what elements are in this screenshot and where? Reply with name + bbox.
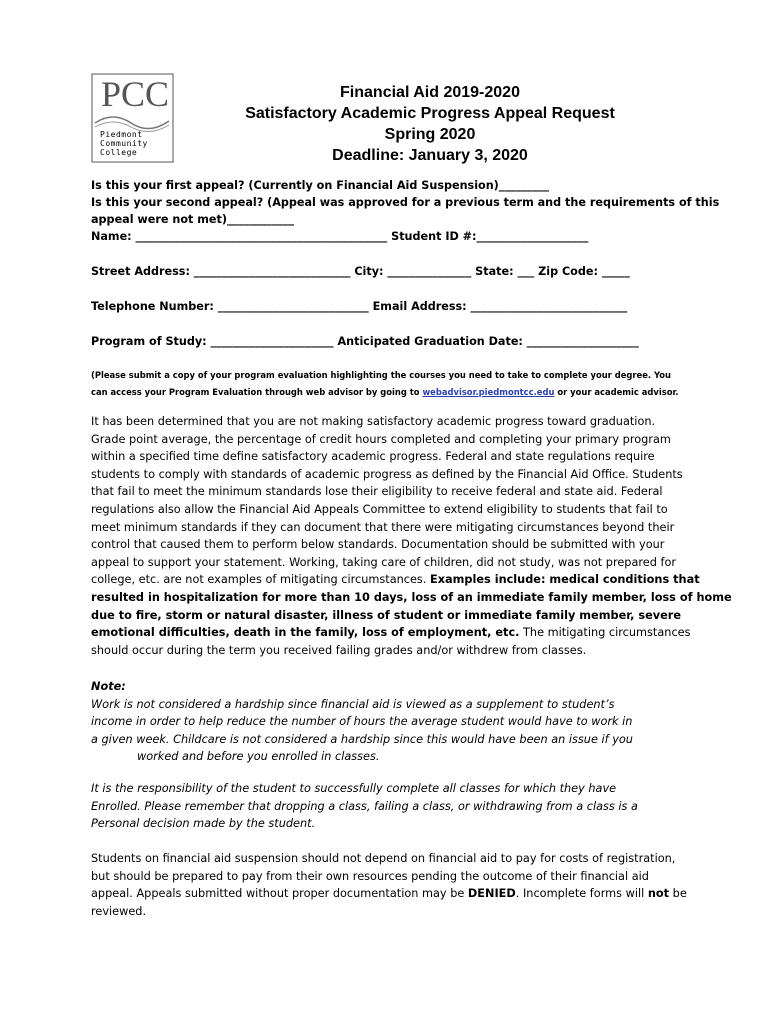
suspension-section [91, 850, 691, 920]
paragraph-line: meet minimum standards if they can document that there were mitigating circumstances beyond their [91, 520, 675, 534]
paragraph-line: that fail to meet the minimum standards lose their eligibility to receive federal and state aid. Federal [91, 485, 663, 499]
logo-name-line-1: Piedmont [100, 130, 143, 139]
paragraph-line [91, 571, 700, 589]
paragraph-text: The mitigating circumstances [519, 626, 691, 640]
title-line-2: Satisfactory Academic Progress Appeal Request [245, 105, 615, 122]
sap-explanation-paragraph [91, 413, 732, 659]
second-appeal-line-1: Is this your second appeal? (Appeal was approved for a previous term and the requirements of this [91, 196, 720, 209]
paragraph-line: appeal to support your statement. Working, taking care of children, did not study, was not prepared for [91, 555, 677, 569]
address-field[interactable]: Street Address: ____________________________ City: _______________ State: ___ Zip Code: _____ [91, 265, 630, 278]
responsibility-section [91, 780, 691, 833]
title-line-3: Spring 2020 [384, 126, 476, 143]
program-graduation-field[interactable]: Program of Study: ______________________ Anticipated Graduation Date: ____________________ [91, 335, 639, 348]
webadvisor-link[interactable]: webadvisor.piedmontcc.edu [422, 387, 555, 397]
program-evaluation-instructions [91, 367, 691, 401]
suspension-line: reviewed. [91, 904, 147, 918]
responsibility-line: It is the responsibility of the student to successfully complete all classes for which they have [91, 782, 617, 795]
responsibility-line: Personal decision made by the student. [91, 817, 316, 831]
title-line-1: Financial Aid 2019-2020 [340, 84, 520, 101]
paragraph-line [91, 624, 691, 642]
instructions-suffix: or your academic advisor. [554, 387, 679, 397]
name-student-id-field[interactable]: Name: _____________________________________________ Student ID #:____________________ [91, 230, 589, 243]
document-title [210, 82, 650, 166]
suspension-line: but should be prepared to pay from their own resources pending the outcome of their financial aid [91, 869, 649, 883]
suspension-line: Students on financial aid suspension should not depend on financial aid to pay for costs of registration, [91, 852, 676, 865]
not-text: not [647, 887, 670, 901]
title-line-4: Deadline: January 3, 2020 [332, 147, 528, 164]
instructions-prefix: can access your Program Evaluation through web advisor by going to [91, 387, 423, 397]
paragraph-text: college, etc. are not examples of mitigating circumstances. [91, 573, 431, 587]
first-appeal-field[interactable]: Is this your first appeal? (Currently on Financial Aid Suspension)_________ [91, 179, 550, 192]
examples-line: resulted in hospitalization for more than 10 days, loss of an immediate family member, loss of home [91, 590, 732, 604]
logo-name-line-2: Community [100, 139, 148, 148]
note-section [91, 678, 691, 766]
note-line: worked and before you enrolled in classes. [137, 750, 380, 764]
college-logo [91, 73, 174, 163]
note-line: income in order to help reduce the number of hours the average student would have to work in [91, 715, 633, 729]
suspension-line [91, 885, 691, 903]
denied-text: DENIED [467, 887, 516, 901]
instructions-line-1: (Please submit a copy of your program evaluation highlighting the courses you need to take to complete your degree. You [91, 370, 671, 380]
paragraph-line: should occur during the term you received failing grades and/or withdrew from classes. [91, 643, 587, 657]
examples-heading: Examples include: medical conditions that [430, 573, 700, 587]
note-title: Note: [91, 680, 126, 693]
instructions-line-2 [91, 384, 691, 401]
paragraph-line: regulations also allow the Financial Aid Appeals Committee to extend eligibility to students that fail to [91, 502, 668, 516]
note-line: Work is not considered a hardship since financial aid is viewed as a supplement to student’s [91, 697, 615, 711]
paragraph-line: It has been determined that you are not making satisfactory academic progress toward graduation. [91, 415, 656, 428]
phone-email-field[interactable]: Telephone Number: ___________________________ Email Address: ____________________________ [91, 300, 628, 313]
paragraph-line: control that caused them to perform below standards. Documentation should be submitted with your [91, 538, 665, 552]
paragraph-line: within a specified time define satisfactory academic progress. Federal and state regulations require [91, 450, 655, 464]
second-appeal-field[interactable]: appeal were not met)____________ [91, 213, 295, 226]
examples-end: emotional difficulties, death in the family, loss of employment, etc. [91, 626, 520, 640]
paragraph-line: Grade point average, the percentage of credit hours completed and completing your primary program [91, 432, 671, 446]
paragraph-line: students to comply with standards of academic progress as defined by the Financial Aid Office. Students [91, 467, 683, 481]
note-line: a given week. Childcare is not considered a hardship since this would have been an issue if you [91, 732, 633, 746]
logo-name-line-3: College [100, 148, 138, 157]
suspension-text: be [669, 887, 687, 901]
examples-line: due to fire, storm or natural disaster, illness of student or immediate family member, severe [91, 608, 682, 622]
suspension-text: appeal. Appeals submitted without proper documentation may be [91, 887, 468, 901]
logo-letters: PCC [101, 74, 170, 114]
suspension-text: . Incomplete forms will [515, 887, 648, 901]
responsibility-line: Enrolled. Please remember that dropping a class, failing a class, or withdrawing from a class is a [91, 799, 638, 813]
